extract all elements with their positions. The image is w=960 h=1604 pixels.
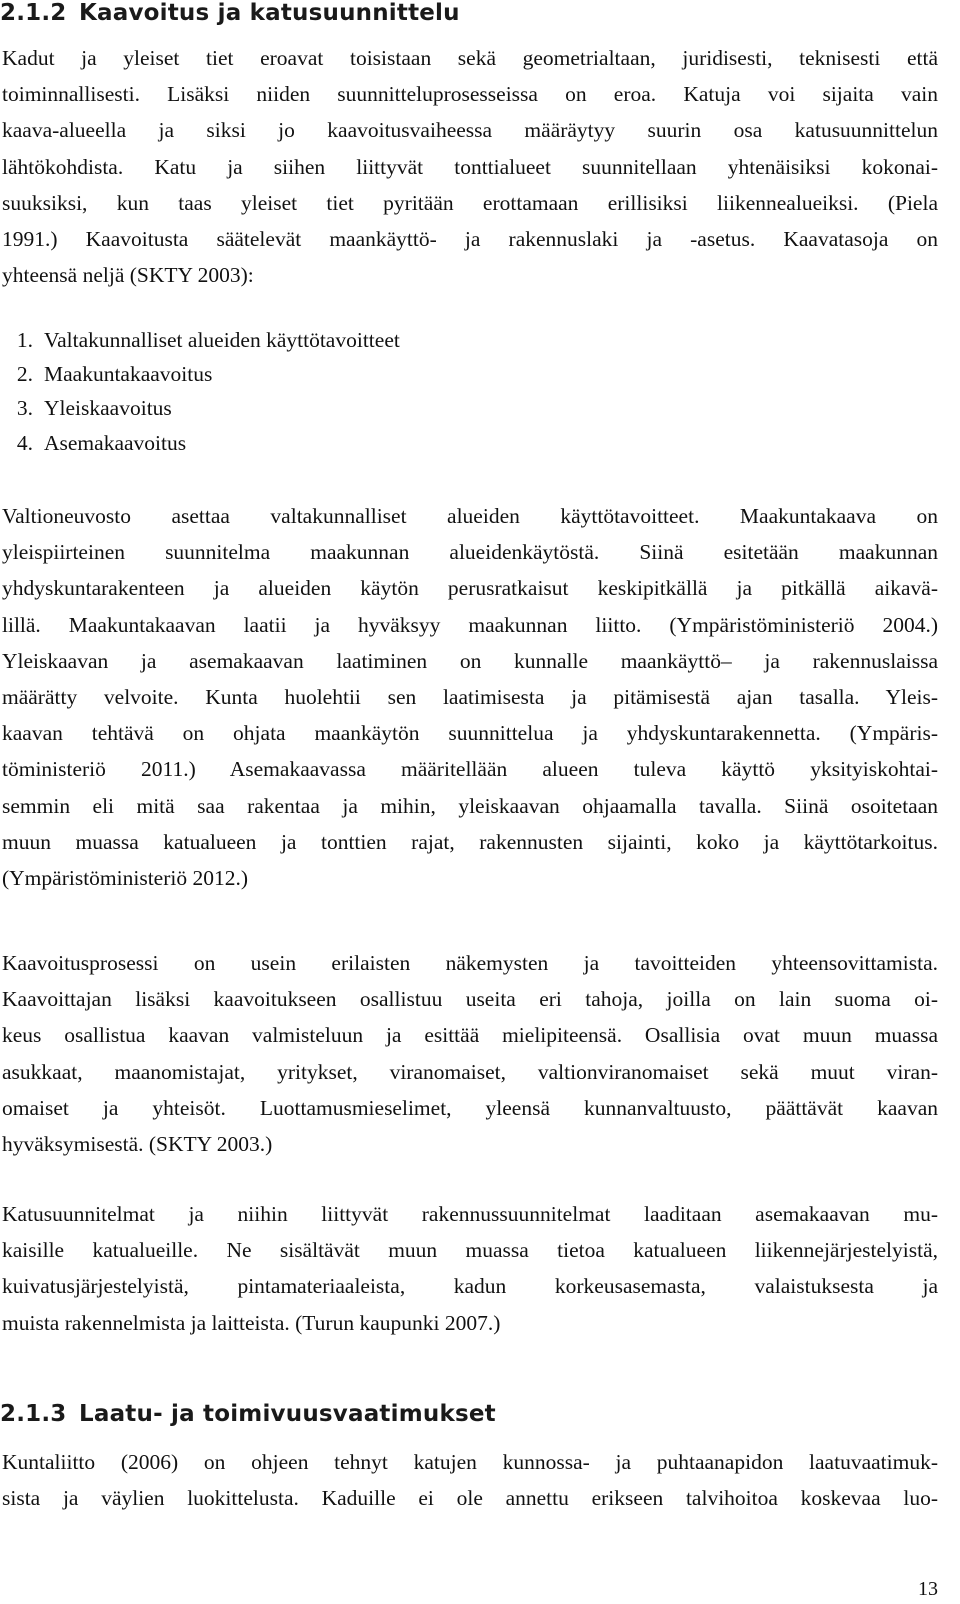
paragraph-quality-requirements bbox=[2, 1444, 938, 1516]
section-heading-2-1-2 bbox=[0, 0, 460, 26]
text-line: yhteensä neljä (SKTY 2003): bbox=[2, 263, 254, 288]
text-line: muista rakennelmista ja laitteista. (Turun kaupunki 2007.) bbox=[2, 1310, 501, 1335]
list-item: 3. Yleiskaavoitus bbox=[16, 396, 172, 421]
paragraph-plan-levels bbox=[2, 498, 938, 896]
text-line: Valtioneuvosto asettaa valtakunnalliset alueiden käyttötavoitteet. Maakuntakaava on bbox=[2, 504, 938, 528]
text-line: yhdyskuntarakenteen ja alueiden käytön perusratkaisut keskipitkällä ja pitkällä aikavä- bbox=[2, 576, 938, 601]
text-line: Yleiskaavan ja asemakaavan laatiminen on kunnalle maankäyttö– ja rakennuslaissa bbox=[2, 648, 938, 673]
text-line: kuivatusjärjestelyistä, pintamateriaaleista, kadun korkeusasemasta, valaistuksesta ja bbox=[2, 1274, 938, 1299]
paragraph-planning-process bbox=[2, 945, 938, 1162]
text-line: Kuntaliitto (2006) on ohjeen tehnyt katujen kunnossa- ja puhtaanapidon laatuvaatimuk- bbox=[2, 1450, 938, 1474]
text-line: määrätty velvoite. Kunta huolehtii sen laatimisesta ja pitämisestä ajan tasalla. Yleis- bbox=[2, 684, 938, 709]
text-line: sista ja väylien luokittelusta. Kaduille ei ole annettu erikseen talvihoitoa koskevaa luo- bbox=[2, 1486, 938, 1511]
list-item: 1. Valtakunnalliset alueiden käyttötavoitteet bbox=[16, 328, 400, 352]
section-title: Laatu- ja toimivuusvaatimukset bbox=[79, 1401, 496, 1427]
section-number: 2.1.2 bbox=[0, 0, 67, 26]
text-line: Katusuunnitelmat ja niihin liittyvät rakennussuunnitelmat laaditaan asemakaavan mu- bbox=[2, 1202, 938, 1226]
text-line: keus osallistua kaavan valmisteluun ja esittää mielipiteensä. Osallisia ovat muun muassa bbox=[2, 1023, 938, 1048]
text-line: Kadut ja yleiset tiet eroavat toisistaan sekä geometrialtaan, juridisesti, teknisesti että bbox=[2, 46, 938, 70]
text-line: lillä. Maakuntakaavan laatii ja hyväksyy maakunnan liitto. (Ympäristöministeriö 2004.) bbox=[2, 612, 938, 637]
text-line: hyväksymisestä. (SKTY 2003.) bbox=[2, 1131, 273, 1156]
text-line: lähtökohdista. Katu ja siihen liittyvät tonttialueet suunnitellaan yhtenäisiksi kokonai- bbox=[2, 154, 938, 179]
text-line: töministeriö 2011.) Asemakaavassa määritellään alueen tuleva käyttö yksityiskohtai- bbox=[2, 757, 938, 782]
text-line: (Ympäristöministeriö 2012.) bbox=[2, 865, 249, 890]
text-line: omaiset ja yhteisöt. Luottamusmieselimet, yleensä kunnanvaltuusto, päättävät kaavan bbox=[2, 1095, 938, 1120]
text-line: muun muassa katualueen ja tonttien rajat, rakennusten sijainti, koko ja käyttötarkoitus. bbox=[2, 829, 938, 854]
paragraph-street-plans bbox=[2, 1196, 938, 1341]
page-number: 13 bbox=[918, 1578, 938, 1600]
text-line: 1991.) Kaavoitusta säätelevät maankäyttö- ja rakennuslaki ja -asetus. Kaavatasoja on bbox=[2, 226, 938, 251]
section-title: Kaavoitus ja katusuunnittelu bbox=[79, 0, 460, 26]
list-item: 2. Maakuntakaavoitus bbox=[16, 362, 213, 387]
text-line: Kaavoitusprosessi on usein erilaisten näkemysten ja tavoitteiden yhteensovittamista. bbox=[2, 951, 938, 975]
text-line: yleispiirteinen suunnitelma maakunnan alueidenkäytöstä. Siinä esitetään maakunnan bbox=[2, 540, 938, 565]
text-line: asukkaat, maanomistajat, yritykset, viranomaiset, valtionviranomaiset sekä muut viran- bbox=[2, 1059, 938, 1084]
section-heading-2-1-3 bbox=[0, 1401, 496, 1427]
text-line: toiminnallisesti. Lisäksi niiden suunnitteluprosesseissa on eroa. Katuja voi sijaita vain bbox=[2, 82, 938, 107]
plan-levels-list bbox=[0, 323, 400, 460]
text-line: kaavan tehtävä on ohjata maankäytön suunnittelua ja yhdyskuntarakennetta. (Ympäris- bbox=[2, 721, 938, 746]
text-line: kaava-alueella ja siksi jo kaavoitusvaiheessa määräytyy suurin osa katusuunnittelun bbox=[2, 118, 938, 143]
list-item: 4. Asemakaavoitus bbox=[16, 430, 187, 455]
text-line: suuksiksi, kun taas yleiset tiet pyritään erottamaan erillisiksi liikennealueiksi. (Piela bbox=[2, 190, 938, 215]
text-line: Kaavoittajan lisäksi kaavoitukseen osallistuu useita eri tahoja, joilla on lain suoma oi- bbox=[2, 987, 938, 1012]
paragraph-intro bbox=[2, 40, 938, 293]
text-line: semmin eli mitä saa rakentaa ja mihin, yleiskaavan ohjaamalla tavalla. Siinä osoitetaan bbox=[2, 793, 938, 818]
text-line: kaisille katualueille. Ne sisältävät muun muassa tietoa katualueen liikennejärjestelyistä, bbox=[2, 1238, 938, 1263]
section-number: 2.1.3 bbox=[0, 1401, 67, 1427]
